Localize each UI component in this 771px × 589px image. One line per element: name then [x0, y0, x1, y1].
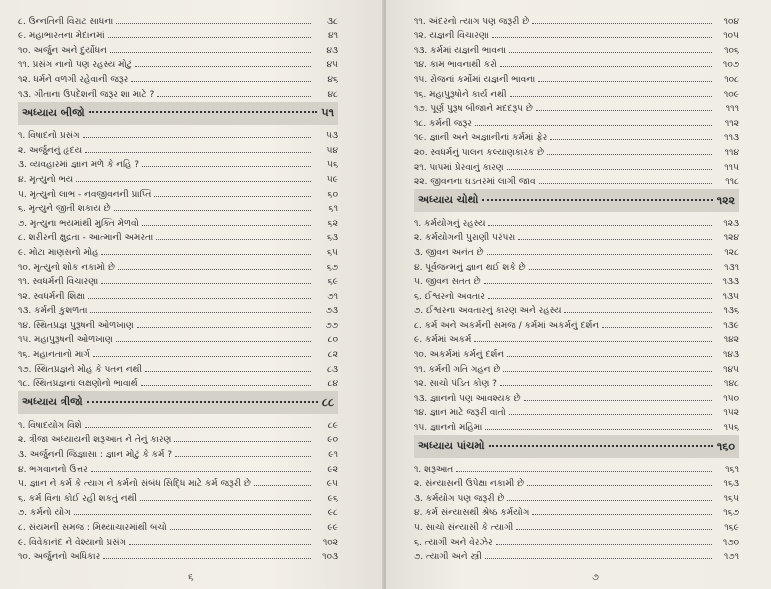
toc-entry	[18, 156, 338, 171]
dot-leader	[90, 312, 311, 313]
chapter-page: ૫૧	[321, 106, 334, 120]
toc-entry	[18, 141, 338, 156]
right-page	[386, 0, 771, 589]
toc-entry-page: ૧૩૬	[723, 306, 739, 317]
toc-entry-title: ૭. કર્મનો યોગ	[18, 508, 71, 519]
dot-leader	[536, 110, 712, 111]
toc-entry-page: ૧૧૧	[725, 104, 739, 115]
toc-entry	[414, 518, 739, 533]
dot-leader	[538, 81, 712, 82]
toc-entry	[18, 70, 338, 85]
toc-entry-page: ૮૩	[327, 364, 338, 375]
toc-entry-page: ૧૬૫	[723, 493, 739, 504]
toc-entry-title: ૩. જીવન અનંત છે	[414, 247, 484, 258]
toc-entry-page: ૧૬૯	[724, 523, 739, 533]
dot-leader	[475, 125, 712, 126]
toc-entry-title: ૮. સંયમની સમજ : મિથ્યાચારમાંથી બચો	[18, 523, 167, 533]
dot-leader	[488, 225, 712, 226]
toc-entry-page: ૧૬૭	[723, 508, 739, 519]
toc-entry	[18, 302, 338, 317]
toc-entry	[18, 12, 338, 27]
toc-entry-page: ૯૧	[328, 450, 338, 461]
dot-leader	[500, 385, 712, 386]
toc-entry	[18, 316, 338, 331]
toc-entry-page: ૧૩૧	[724, 262, 739, 273]
toc-entry	[18, 445, 338, 460]
toc-entry-page: ૬૯	[327, 277, 338, 288]
toc-entry-page: ૧૦૮	[724, 74, 739, 85]
toc-entry-page: ૧૨૮	[724, 247, 739, 258]
toc-entry	[18, 460, 338, 475]
dot-leader	[507, 500, 712, 501]
toc-entry-title: ૮. ઉન્નતિની વિરાટ સાધના	[18, 16, 114, 27]
dot-leader	[492, 37, 712, 38]
toc-entry	[414, 360, 739, 375]
toc-entry	[414, 375, 739, 390]
toc-entry-page: ૮૦	[327, 335, 338, 346]
toc-entry-title: ૮. કર્મ અને અકર્મની સમજ / કર્મમાં અકર્મનું દર્શન	[414, 320, 600, 331]
toc-entry	[414, 27, 739, 42]
toc-entry	[18, 504, 338, 519]
page-number: ૭	[592, 572, 599, 583]
toc-entry-page: ૯૫	[326, 479, 338, 490]
toc-entry	[18, 518, 338, 533]
toc-entry-page: ૧૦૩	[322, 552, 338, 563]
toc-entry-page: ૧૫૦	[723, 393, 739, 404]
toc-entry-title: ૩. કર્મયોગ પણ જરૂરી છે	[414, 493, 505, 504]
chapter-page: ૧૬૦	[716, 439, 735, 453]
toc-entry-page: ૧૦૪	[723, 16, 739, 27]
toc-entry-title: ૧૦. અર્જુન અને દુર્યોધન	[18, 45, 107, 56]
dot-leader	[145, 371, 311, 372]
page-number: ૬	[188, 572, 194, 583]
toc-entry-page: ૪૬	[327, 74, 338, 85]
toc-entry-page: ૫૩	[326, 131, 338, 142]
toc-entry-page: ૧૬૩	[723, 479, 739, 490]
dot-leader	[254, 485, 311, 486]
dot-leader	[157, 96, 311, 97]
toc-entry-title: ૨. અર્જુનનું હૃદય	[18, 145, 83, 156]
toc-entry-page: ૧૦૨	[322, 537, 338, 548]
dot-leader	[91, 471, 311, 472]
toc-entry	[18, 56, 338, 71]
toc-entry-title: ૩. અર્જુનની જિજ્ઞાસા : જ્ઞાન મોટું કે કર્મ ?	[18, 450, 173, 461]
dot-leader	[114, 210, 311, 211]
dot-leader	[503, 371, 712, 372]
toc-entry	[414, 331, 739, 346]
toc-entry-page: ૧૪૮	[724, 379, 739, 390]
toc-entry-title: ૭. ત્યાગી અને સ્ત્રી	[414, 552, 482, 563]
toc-right	[414, 12, 739, 562]
toc-entry	[18, 331, 338, 346]
left-page	[0, 0, 384, 589]
toc-entry	[414, 389, 739, 404]
toc-entry	[18, 375, 338, 390]
dot-leader	[516, 529, 712, 530]
dot-leader	[175, 456, 311, 457]
dot-leader	[108, 37, 311, 38]
toc-entry-page: ૧૦૫	[723, 31, 739, 42]
dot-leader	[129, 544, 311, 545]
dot-leader	[527, 485, 712, 486]
toc-entry	[414, 243, 739, 258]
toc-entry-page: ૭૧	[327, 291, 338, 302]
dot-leader	[156, 239, 311, 240]
dot-leader	[532, 23, 712, 24]
toc-entry	[414, 316, 739, 331]
toc-entry-page: ૧૪૩	[723, 350, 739, 361]
dot-leader	[488, 298, 712, 299]
toc-entry-page: ૧૩૩	[722, 277, 739, 288]
toc-entry-title: ૧૫. મહાપુરૂષની ઓળખાણ	[18, 335, 113, 346]
toc-entry-title: ૧૧. સ્વધર્મની વિચારણા	[18, 277, 99, 288]
toc-entry-title: ૭. મૃત્યુના ભયમાંથી મુક્તિ મેળવો	[18, 218, 139, 229]
toc-entry-title: ૧૨. સાચો પંડિત કોણ ?	[414, 379, 497, 390]
dot-leader	[474, 341, 712, 342]
toc-entry-page: ૬૩	[326, 233, 338, 244]
dot-leader	[509, 52, 712, 53]
chapter-title: અધ્યાય ચોથો	[418, 194, 479, 207]
chapter-title: અધ્યાય બીજો	[22, 106, 85, 119]
toc-entry-title: ૬. કર્મ વિના કોઈ રહી શકતું નથી	[18, 493, 137, 504]
dot-leader	[487, 254, 712, 255]
toc-entry	[414, 85, 739, 100]
toc-entry-title: ૨૧. પાપમાં પ્રેરવાનું કારણ	[414, 162, 504, 173]
toc-entry-page: ૧૦૯	[723, 89, 739, 100]
toc-entry	[414, 214, 739, 229]
toc-entry-title: ૧. વિષાદનો પ્રસંગ	[18, 131, 80, 142]
toc-entry-page: ૧૪૨	[723, 335, 739, 346]
toc-entry-page: ૪૮	[327, 89, 338, 100]
toc-entry	[18, 85, 338, 100]
toc-entry-title: ૧૦. અર્જુનનો અધિકાર	[18, 552, 101, 563]
toc-entry-title: ૧૬. મહાનતાનો માર્ગ	[18, 350, 90, 361]
toc-entry-page: ૧૨૩	[723, 218, 739, 229]
toc-entry-title: ૫. જ્ઞાન ને કર્મ કે ત્યાગ ને કર્મનો સંબંધ સિદ્ધિ માટે કર્મ જરૂરી છે	[18, 479, 251, 490]
toc-entry-page: ૬૦	[327, 189, 338, 200]
toc-entry-page: ૧૦૬	[724, 45, 739, 56]
toc-entry-title: ૨૦. સ્વધર્મનું પાલન કલ્યાણકારક છે	[414, 147, 545, 158]
toc-entry	[414, 158, 739, 173]
dot-leader	[518, 239, 712, 240]
toc-entry	[414, 56, 739, 71]
dot-leader	[524, 400, 712, 401]
toc-entry-title: ૧૫. જ્ઞાનનો મહિમા	[414, 423, 483, 434]
toc-entry-page: ૧૩૫	[722, 291, 739, 302]
toc-entry-page: ૯૮	[327, 508, 338, 519]
dot-leader	[76, 181, 311, 182]
toc-entry-page: ૮૪	[327, 379, 338, 390]
dot-leader	[456, 471, 712, 472]
toc-entry	[18, 416, 338, 431]
toc-entry-page: ૩૮	[327, 16, 338, 27]
toc-entry-title: ૧૪. જ્ઞાન માટે જરૂરી વાતો	[414, 408, 506, 419]
toc-entry	[18, 360, 338, 375]
toc-entry	[414, 475, 739, 490]
toc-entry	[18, 287, 338, 302]
toc-entry	[414, 41, 739, 56]
toc-entry-page: ૧૫૨	[723, 408, 739, 419]
dot-leader	[101, 254, 311, 255]
toc-entry-title: ૫. જીવન સતત છે	[414, 277, 481, 288]
toc-entry-page: ૫૯	[326, 174, 338, 185]
toc-entry	[414, 273, 739, 288]
toc-entry-page: ૧૬૧	[725, 464, 739, 475]
dot-leader	[507, 169, 712, 170]
toc-entry	[414, 70, 739, 85]
toc-entry-page: ૬૫	[327, 247, 338, 258]
toc-entry-title: ૫. મૃત્યુનો લાભ - નવજીવનની પ્રાપ્તિ	[18, 189, 152, 200]
toc-entry-title: ૧૧. કર્મની ગતિ ગહન છે	[414, 364, 501, 375]
toc-entry-page: ૫૬	[327, 160, 338, 171]
chapter-title: અધ્યાય પાંચમો	[418, 440, 485, 453]
toc-entry	[414, 345, 739, 360]
toc-entry-page: ૧૩૯	[723, 320, 739, 331]
dot-leader	[510, 96, 712, 97]
dot-leader	[500, 66, 712, 67]
dot-leader	[539, 183, 712, 184]
toc-entry-title: ૧૬. મહાપુરૂષોને કાર્ય નથી	[414, 89, 507, 100]
toc-entry-title: ૧૭. પૂર્ણ પુરૂષ બીજાને મદદરૂપ છે	[414, 104, 533, 115]
toc-entry-title: ૯. મહાભારતના મેદાનમાં	[18, 31, 105, 42]
toc-entry-page: ૧૨૪	[723, 233, 739, 244]
dot-leader	[564, 312, 712, 313]
chapter-heading	[18, 102, 338, 125]
dot-leader	[496, 544, 712, 545]
dot-leader	[116, 341, 311, 342]
toc-entry-title: ૨. કર્મયોગની પુરાણી પરંપરા	[414, 233, 516, 244]
toc-entry-page: ૪૧	[328, 31, 338, 42]
toc-entry-title: ૮. શરીરની ક્ષુદ્રતા - આત્માની અમરતા	[18, 233, 154, 244]
toc-entry-title: ૧૦. મૃત્યુનો શોક નકામો છે	[18, 262, 115, 273]
toc-entry	[18, 27, 338, 42]
dot-leader	[140, 500, 311, 501]
toc-entry-title: ૧૨. સ્વધર્મની શિક્ષા	[18, 291, 86, 302]
toc-entry-page: ૯૯	[327, 523, 338, 533]
toc-entry-page: ૧૪૫	[723, 364, 739, 375]
dot-leader	[485, 558, 712, 559]
toc-entry-title: ૧૩. કર્મની કુશળતા	[18, 306, 88, 317]
dot-leader	[88, 298, 311, 299]
toc-entry	[18, 200, 338, 215]
toc-entry	[414, 287, 739, 302]
dot-leader	[101, 283, 311, 284]
toc-entry-page: ૮૨	[327, 350, 338, 361]
dot-leader	[141, 385, 311, 386]
toc-entry	[414, 100, 739, 115]
dot-leader	[103, 558, 311, 559]
toc-entry-title: ૧૭. સ્થિતપ્રજ્ઞને મોહ કે પતન નથી	[18, 364, 143, 375]
toc-entry	[18, 185, 338, 200]
toc-entry-page: ૬૨	[327, 218, 338, 229]
toc-entry	[18, 345, 338, 360]
toc-entry	[18, 170, 338, 185]
toc-entry-page: ૧૧૪	[724, 147, 739, 158]
toc-entry-title: ૧૦. અકર્મમાં કર્મનું દર્શન	[414, 350, 505, 361]
toc-entry-page: ૧૦૭	[722, 60, 739, 71]
toc-entry-title: ૧. વિષાદયોગ વિશે	[18, 420, 82, 431]
toc-entry	[18, 214, 338, 229]
toc-entry-title: ૧૩. જ્ઞાનનો પણ આવશ્યક છે	[414, 393, 521, 404]
toc-entry	[18, 41, 338, 56]
dot-leader	[83, 137, 311, 138]
toc-entry-title: ૪. કર્મ સંન્યાસથી શ્રેષ્ઠ કર્મયોગ	[414, 508, 530, 519]
toc-entry	[18, 533, 338, 548]
dot-leader	[532, 514, 712, 515]
dot-leader	[154, 196, 311, 197]
dot-leader	[485, 429, 712, 430]
chapter-heading	[18, 391, 338, 414]
toc-entry	[414, 12, 739, 27]
toc-entry	[414, 302, 739, 317]
toc-entry-title: ૬. ઈશ્વરનો અવતાર	[414, 291, 485, 302]
toc-entry-page: ૬૧	[328, 204, 338, 215]
toc-entry-title: ૨. ત્રીજા અધ્યાયની શરૂઆત ને તેનું કારણ	[18, 435, 172, 446]
toc-entry	[18, 273, 338, 288]
dot-leader	[170, 529, 311, 530]
toc-entry	[18, 489, 338, 504]
toc-entry-page: ૬૭	[326, 262, 338, 273]
toc-entry-title: ૧૧. પ્રસંગ નાનો પણ રહસ્ય મોટું	[18, 60, 132, 71]
dot-leader	[550, 139, 712, 140]
dot-leader	[131, 81, 311, 82]
toc-entry-title: ૪. ભગવાનનો ઉત્તર	[18, 464, 88, 475]
toc-entry-page: ૧૧૨	[724, 118, 739, 129]
dot-leader	[484, 283, 712, 284]
dot-leader	[116, 23, 311, 24]
toc-entry-title: ૫. સાચો સંન્યાસી કે ત્યાગી	[414, 523, 514, 533]
dot-leader	[74, 514, 311, 515]
toc-entry	[414, 548, 739, 563]
toc-entry-title: ૧૧. અંદરનો ત્યાગ પણ જરૂરી છે	[414, 16, 530, 27]
toc-entry-title: ૧૨. ધર્મને વળગી રહેવાની જરૂર	[18, 74, 129, 85]
dot-leader	[142, 225, 311, 226]
toc-entry	[414, 533, 739, 548]
toc-entry	[18, 475, 338, 490]
toc-entry	[18, 431, 338, 446]
toc-entry-title: ૧૮. કર્મની જરૂર	[414, 118, 472, 129]
dot-leader	[509, 414, 712, 415]
toc-entry	[414, 504, 739, 519]
toc-entry-page: ૪૩	[326, 45, 338, 56]
toc-entry-title: ૨૨. જીવનના ઘડતરમાં લાગી જાવ	[414, 177, 536, 188]
toc-entry-page: ૭૩	[325, 306, 338, 317]
toc-entry	[18, 548, 338, 563]
toc-entry-title: ૪. મૃત્યુનો ભય	[18, 174, 74, 185]
toc-entry-page: ૯૦	[327, 435, 338, 446]
toc-entry-title: ૧૪. સ્થિતપ્રજ્ઞ પુરૂષની ઓળખાણ	[18, 320, 134, 331]
toc-entry	[18, 229, 338, 244]
chapter-heading	[414, 189, 739, 212]
dot-leader	[85, 427, 311, 428]
toc-entry	[414, 418, 739, 433]
toc-entry-title: ૧૫. રોજનાં કર્મોમાં યજ્ઞની ભાવના	[414, 74, 536, 85]
toc-entry-page: ૧૭૦	[722, 537, 739, 548]
chapter-heading	[414, 435, 739, 458]
toc-entry-title: ૧૨. યજ્ઞની વિચારણા	[414, 31, 489, 42]
toc-entry-page: ૧૧૩	[724, 133, 739, 144]
toc-entry-title: ૧૪. કામ ભાવનાથી કરો	[414, 60, 498, 71]
dot-leader	[85, 152, 311, 153]
toc-entry-page: ૯૬	[327, 493, 338, 504]
toc-left	[18, 12, 338, 562]
toc-entry-title: ૧૩. કર્મમાં યજ્ઞની ભાવના	[414, 45, 506, 56]
toc-entry-page: ૯૨	[327, 464, 338, 475]
toc-entry-title: ૬. ત્યાગી અને વેરઝેર	[414, 537, 493, 548]
toc-entry	[414, 173, 739, 188]
toc-entry-title: ૯. મોટા માણસનો મોહ	[18, 247, 99, 258]
dot-leader	[529, 269, 712, 270]
toc-entry	[414, 129, 739, 144]
toc-entry	[414, 404, 739, 419]
toc-entry-title: ૬. મૃત્યુને જીતી શકાય છે	[18, 204, 111, 215]
chapter-page: ૮૮	[321, 395, 334, 409]
toc-entry-page: ૧૫૬	[723, 423, 739, 434]
toc-entry-title: ૯. વિવેકાનંદ ને વેશ્યાનો પ્રસંગ	[18, 537, 127, 548]
toc-entry-page: ૧૧૮	[725, 177, 739, 188]
toc-entry-title: ૧૯. જ્ઞાની અને અજ્ઞાનીનાં કર્મમાં ફેર	[414, 133, 548, 144]
toc-entry-title: ૪. પૂર્વજન્મનું જ્ઞાન થઈ શકે છે	[414, 262, 526, 273]
dot-leader	[142, 166, 311, 167]
toc-entry	[18, 243, 338, 258]
dot-leader	[118, 269, 311, 270]
toc-entry	[414, 143, 739, 158]
dot-leader	[547, 154, 712, 155]
toc-entry-page: ૭૭	[325, 320, 338, 331]
toc-entry-title: ૩. વ્યવહારમાં જ્ઞાન મળે કે નહિ ?	[18, 160, 140, 171]
dot-leader	[174, 441, 311, 442]
toc-entry	[18, 258, 338, 273]
toc-entry-page: ૧૭૧	[723, 552, 739, 563]
toc-entry-page: ૪૫	[326, 60, 338, 71]
toc-entry-title: ૭. ઈશ્વરના અવતારનું કારણ અને રહસ્ય	[414, 306, 562, 317]
toc-entry	[414, 460, 739, 475]
toc-entry-title: ૧. કર્મયોગનું રહસ્ય	[414, 218, 486, 229]
toc-entry-title: ૧. શરૂઆત	[414, 464, 454, 475]
toc-entry-page: ૮૯	[327, 420, 338, 431]
dot-leader	[135, 66, 311, 67]
toc-entry-title: ૧૩. ગીતાના ઉપદેશની જરૂર શા માટે ?	[18, 89, 155, 100]
toc-entry-title: ૨. સંન્યાસની ઉપેક્ષા નકામી છે	[414, 479, 525, 490]
toc-entry	[414, 229, 739, 244]
toc-entry	[414, 114, 739, 129]
chapter-page: ૧૨૨	[716, 193, 735, 207]
dot-leader	[93, 356, 311, 357]
dot-leader	[602, 327, 712, 328]
chapter-title: અધ્યાય ત્રીજો	[22, 396, 83, 409]
toc-entry	[414, 258, 739, 273]
toc-entry-title: ૧૮. સ્થિતપ્રજ્ઞનાં લક્ષણોનો ભાવાર્થ	[18, 379, 138, 390]
dot-leader	[137, 327, 311, 328]
toc-entry	[18, 127, 338, 142]
toc-entry	[414, 489, 739, 504]
toc-entry-page: ૫૪	[326, 145, 338, 156]
toc-entry-page: ૧૧૫	[724, 162, 739, 173]
dot-leader	[110, 52, 311, 53]
dot-leader	[507, 356, 712, 357]
toc-entry-title: ૯. કર્મમાં અકર્મ	[414, 335, 472, 346]
